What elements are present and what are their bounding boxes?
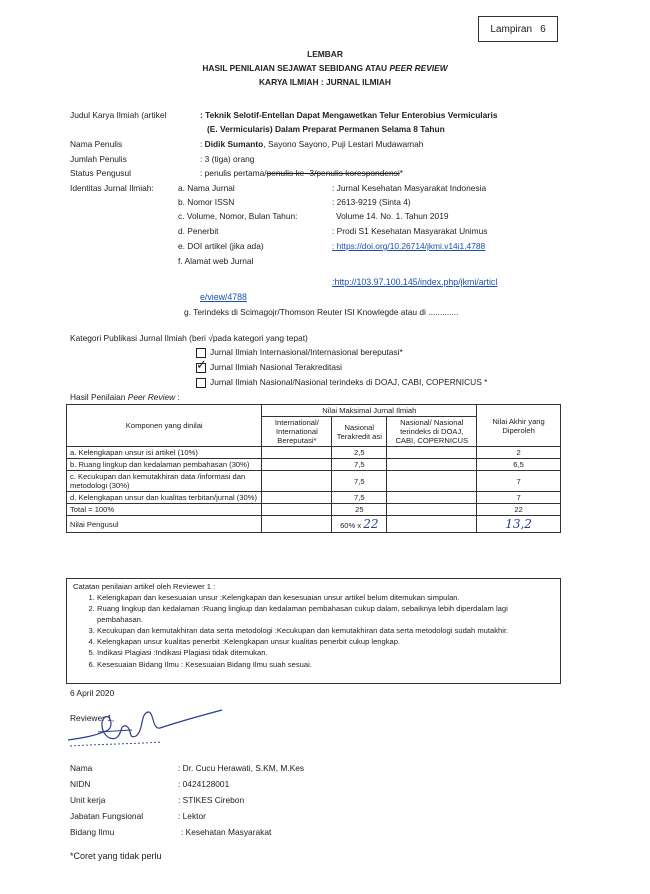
title-line-2-italic: PEER REVIEW: [389, 63, 448, 73]
check-mark-icon: ✓: [196, 357, 207, 373]
nama-value: : Dr. Cucu Herawati, S.KM, M.Kes: [178, 763, 305, 773]
hasil-italic: Peer Review: [127, 392, 176, 402]
cell-akhir: 7: [477, 471, 561, 492]
identitas-label: Identitas Jurnal Ilmiah:: [70, 183, 154, 193]
jabatan-value: : Lektor: [178, 811, 206, 821]
status-pengusul-label: Status Pengusul: [70, 168, 131, 178]
lampiran-box: [478, 16, 558, 42]
notes-title: Catatan penilaian artikel oleh Reviewer 1 :: [73, 582, 216, 591]
kategori-title: Kategori Publikasi Jurnal Ilmiah (beri √pada kategori yang tepat): [70, 333, 308, 343]
unit-value: : STIKES Cirebon: [178, 795, 245, 805]
cell-idx: [387, 471, 477, 492]
jumlah-penulis-value: : 3 (tiga) orang: [200, 154, 255, 164]
field-d-label: d. Penerbit: [178, 226, 219, 236]
signing-date: 6 April 2020: [70, 688, 115, 698]
notes-list: [73, 593, 554, 670]
nidn-label: NIDN: [70, 779, 91, 789]
note-item: 6. Kesesuaian Bidang Ilmu : Kesesuaian Bidang Ilmu suah sesuai.: [97, 660, 554, 670]
header-nilai-maks: Nilai Maksimal Jurnal Ilmiah: [262, 405, 477, 417]
pengusul-result-handwritten: 13,2: [505, 517, 532, 531]
status-pengusul-value: [200, 168, 403, 178]
table-row-pengusul: [67, 516, 561, 533]
cell-komponen: d. Kelengkapan unsur dan kualitas terbitan/jurnal (30%): [67, 492, 262, 504]
unit-label: Unit kerja: [70, 795, 106, 805]
field-e-label: e. DOI artikel (jika ada): [178, 241, 264, 251]
field-f-label: f. Alamat web Jurnal: [178, 256, 254, 266]
bidang-value: : Kesehatan Masyarakat: [181, 827, 272, 837]
header-nilai-akhir: Nilai Akhir yang Diperoleh: [477, 405, 561, 447]
kategori-option-2-label: Jurnal Ilmiah Nasional Terakreditasi: [210, 362, 343, 372]
cell-nas: 25: [332, 504, 387, 516]
nama-penulis-rest: , Sayono Sayono, Puji Lestari Mudawamah: [263, 139, 424, 149]
pengusul-formula: 60% x: [340, 521, 364, 530]
kategori-option-2: [196, 357, 343, 373]
doi-link[interactable]: : https://doi.org/10.26714/jkmi.v14i1.4788: [332, 241, 486, 251]
cell-komponen: a. Kelengkapan unsur isi artikel (10%): [67, 447, 262, 459]
cell-pengusul-formula: [332, 516, 387, 533]
cell-pengusul-label: Nilai Pengusul: [67, 516, 262, 533]
header-komponen: Komponen yang dinilai: [67, 405, 262, 447]
cell-nas: 7,5: [332, 471, 387, 492]
cell-int: [262, 471, 332, 492]
header-nasional: Nasional Terakredit asi: [332, 417, 387, 447]
judul-label: Judul Karya Ilmiah (artikel: [70, 110, 167, 120]
footnote: *Coret yang tidak perlu: [70, 851, 162, 861]
cell-idx: [387, 492, 477, 504]
table-row: [67, 492, 561, 504]
cell-idx: [387, 459, 477, 471]
table-header-row: [67, 405, 561, 417]
lampiran-number: 6: [540, 23, 546, 35]
jabatan-label: Jabatan Fungsional: [70, 811, 144, 821]
kategori-option-3: [196, 377, 487, 388]
cell-int: [262, 447, 332, 459]
jumlah-penulis-label: Jumlah Penulis: [70, 154, 127, 164]
cell-komponen: b. Ruang lingkup dan kedalaman pembahasan (30%): [67, 459, 262, 471]
field-d-value: : Prodi S1 Kesehatan Masyarakat Unimus: [332, 226, 488, 236]
cell-akhir: 22: [477, 504, 561, 516]
table-row-total: [67, 504, 561, 516]
field-a-label: a. Nama Jurnal: [178, 183, 235, 193]
cell-nas: 2,5: [332, 447, 387, 459]
kategori-option-1-label: Jurnal Ilmiah Internasional/Internasional bereputasi*: [210, 347, 403, 357]
title-line-2-prefix: HASIL PENILAIAN SEJAWAT SEBIDANG ATAU: [202, 63, 390, 73]
cell-int: [262, 459, 332, 471]
cell-akhir: 6,5: [477, 459, 561, 471]
note-item: 5. Indikasi Plagiasi :Indikasi Plagiasi tidak ditemukan.: [97, 648, 554, 658]
nama-label: Nama: [70, 763, 93, 773]
web-link-line-1[interactable]: :http://103.97.100.145/index.php/jkmi/articl: [332, 277, 498, 287]
lampiran-label: Lampiran: [490, 23, 533, 35]
cell-int: [262, 504, 332, 516]
note-item: 1. Kelengkapan dan kesesuaian unsur :Kelengkapan dan kesesuaian unsur artikel belum ditemukan simpulan.: [97, 593, 554, 603]
judul-line-1: : Teknik Selotif-Entellan Dapat Mengawetkan Telur Enterobius Vermicularis: [200, 110, 498, 120]
header-internasional: International/ International Bereputasi*: [262, 417, 332, 447]
kategori-option-1: [196, 347, 403, 358]
signature-image: [62, 700, 232, 756]
cell-int: [262, 492, 332, 504]
field-a-value: : Jurnal Kesehatan Masyarakat Indonesia: [332, 183, 487, 193]
field-c-label: c. Volume, Nomor, Bulan Tahun:: [178, 211, 298, 221]
field-c-value: Volume 14. No. 1. Tahun 2019: [336, 211, 449, 221]
title-line-1: LEMBAR: [307, 49, 343, 59]
nama-penulis-bold: Didik Sumanto: [204, 139, 264, 149]
checkbox-nasional-terindeks[interactable]: [196, 378, 206, 388]
status-suffix: *: [399, 168, 403, 178]
cell-idx: [387, 504, 477, 516]
note-item: 4. Kelengkapan unsur kualitas penerbit :Kelengkapan unsur kualitas penerbit cukup lengkap.: [97, 637, 554, 647]
score-table: [66, 404, 561, 533]
hasil-prefix: Hasil Penilaian: [70, 392, 128, 402]
reviewer-label: Reviewer 1,: [70, 713, 115, 723]
cell-komponen: Total = 100%: [67, 504, 262, 516]
note-item: 3. Kecukupan dan kemutakhiran data serta metodologi :Kecukupan dan kemutakhiran data serta metodologi sudah mutakhir.: [97, 626, 554, 636]
title-line-2: [0, 63, 650, 73]
table-row: [67, 447, 561, 459]
status-struck: penulis ke -3/penulis korespondensi: [266, 168, 400, 178]
judul-line-2: (E. Vermicularis) Dalam Preparat Permanen Selama 8 Tahun: [207, 124, 445, 134]
field-b-value: : 2613-9219 (Sinta 4): [332, 197, 411, 207]
reviewer-notes: [66, 578, 561, 684]
checkbox-internasional[interactable]: [196, 348, 206, 358]
bidang-label: Bidang Ilmu: [70, 827, 115, 837]
header-terindeks: Nasional/ Nasional terindeks di DOAJ, CABI, COPERNICUS: [387, 417, 477, 447]
nama-penulis-value: : Didik Sumanto, Sayono Sayono, Puji Lestari Mudawamah: [200, 139, 424, 149]
pengusul-handwritten: 22: [363, 517, 379, 531]
cell-idx: [387, 447, 477, 459]
terindeks-line: g. Terindeks di Scimagojr/Thomson Reuter ISI Knowlegde atau di .............: [184, 307, 459, 317]
title-line-3: KARYA ILMIAH : JURNAL ILMIAH: [259, 77, 391, 87]
hasil-penilaian-label: [70, 392, 180, 402]
cell-komponen: c. Kecukupan dan kemutakhiran data /informasi dan metodologi (30%): [67, 471, 262, 492]
cell-nas: 7,5: [332, 492, 387, 504]
cell-pengusul-result: [477, 516, 561, 533]
table-row: [67, 459, 561, 471]
field-b-label: b. Nomor ISSN: [178, 197, 235, 207]
cell-nas: 7,5: [332, 459, 387, 471]
checkbox-nasional-terakreditasi[interactable]: [196, 357, 207, 373]
web-link-line-2[interactable]: e/view/4788: [200, 292, 247, 302]
kategori-option-3-label: Jurnal Ilmiah Nasional/Nasional terindeks di DOAJ, CABI, COPERNICUS *: [210, 377, 488, 387]
nidn-value: : 0424128001: [178, 779, 230, 789]
status-prefix: : penulis pertama/: [200, 168, 267, 178]
nama-penulis-label: Nama Penulis: [70, 139, 123, 149]
hasil-suffix: :: [175, 392, 180, 402]
table-row: [67, 471, 561, 492]
note-item: 2. Ruang lingkup dan kedalaman :Ruang lingkup dan kedalaman pembahasan cukup dalam, sebaiknya lebih diperdalam lagi pembahasan.: [97, 604, 554, 625]
cell-akhir: 7: [477, 492, 561, 504]
cell-akhir: 2: [477, 447, 561, 459]
